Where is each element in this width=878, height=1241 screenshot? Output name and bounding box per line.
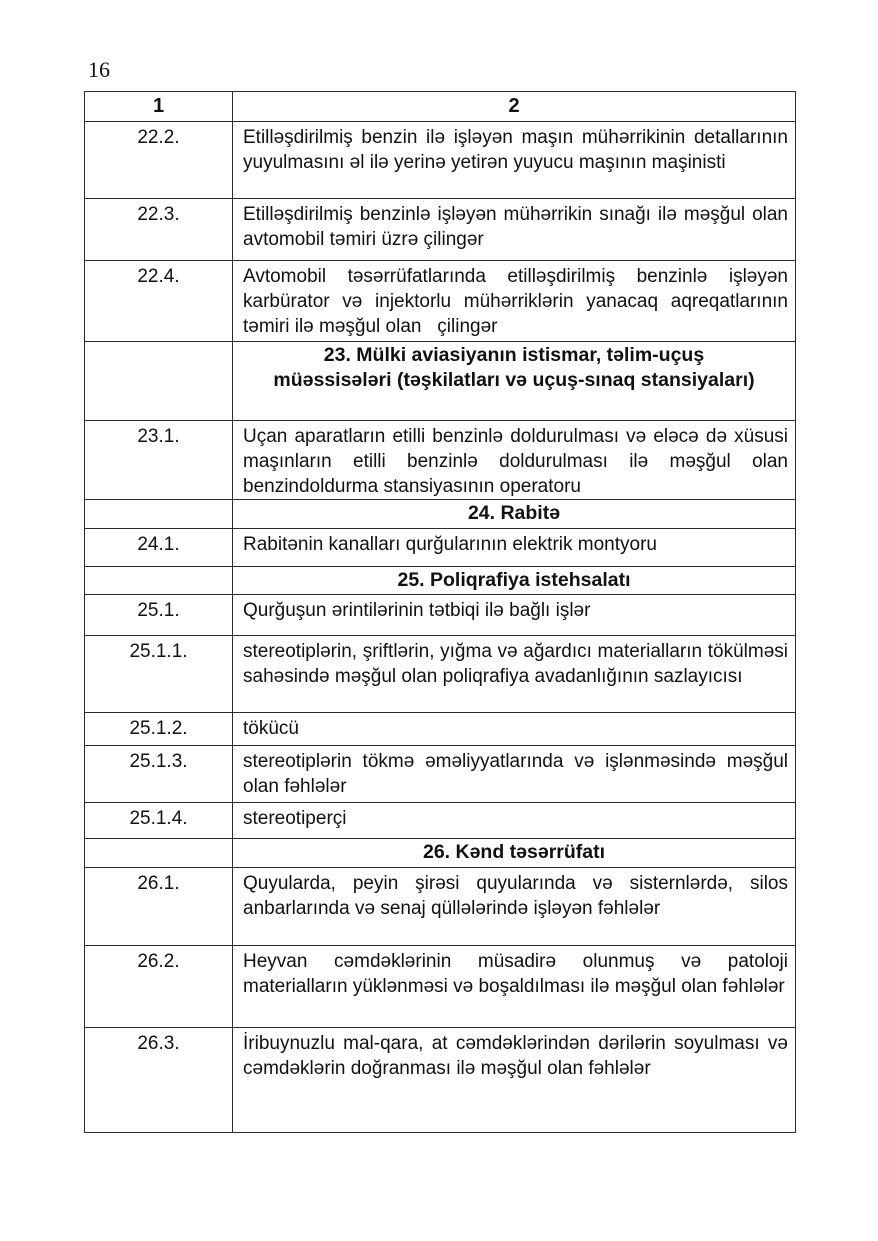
row-number-cell: 22.4. (85, 261, 233, 342)
row-text-cell: tökücü (233, 713, 796, 746)
table-row (85, 803, 796, 839)
row-number-cell: 26.2. (85, 946, 233, 1028)
row-text-cell: Heyvan cəmdəklərinin müsadirə olunmuş və patoloji materialların yüklənməsi və boşaldılması ilə məşğul olan fəhlələr (233, 946, 796, 1028)
table-row (85, 122, 796, 199)
row-number-cell: 25.1. (85, 595, 233, 636)
section-title-cell: 24. Rabitə (233, 500, 796, 529)
row-text-cell: Rabitənin kanalları qurğularının elektrik montyoru (233, 529, 796, 567)
row-text-cell: stereotiperçi (233, 803, 796, 839)
table-row (85, 529, 796, 567)
row-number-cell (85, 342, 233, 421)
table-row (85, 199, 796, 261)
row-text-cell: stereotiplərin tökmə əməliyyatlarında və işlənməsində məşğul olan fəhlələr (233, 746, 796, 803)
table-header-col1: 1 (85, 92, 233, 122)
row-number-cell (85, 500, 233, 529)
row-number-cell: 25.1.2. (85, 713, 233, 746)
row-number-cell: 26.1. (85, 868, 233, 946)
row-number-cell: 26.3. (85, 1028, 233, 1133)
row-number-cell: 22.3. (85, 199, 233, 261)
section-row (85, 500, 796, 529)
row-text-cell: Avtomobil təsərrüfatlarında etilləşdirilmiş benzinlə işləyən karbürator və injektorlu mühərriklərin yanacaq aqreqatlarının təmiri ilə məşğul olan çilingər (233, 261, 796, 342)
row-text-cell: stereotiplərin, şriftlərin, yığma və ağardıcı materialların tökülməsi sahəsində məşğul olan poliqrafiya avadanlığının sazlayıcısı (233, 636, 796, 713)
table-row (85, 713, 796, 746)
row-text-cell: Qurğuşun ərintilərinin tətbiqi ilə bağlı işlər (233, 595, 796, 636)
row-number-cell: 25.1.1. (85, 636, 233, 713)
section-title-cell: 25. Poliqrafiya istehsalatı (233, 567, 796, 595)
row-number-cell: 24.1. (85, 529, 233, 567)
section-title-cell: 26. Kənd təsərrüfatı (233, 839, 796, 868)
row-text-cell: Etilləşdirilmiş benzin ilə işləyən maşın mühərrikinin detallarının yuyulmasını əl ilə yerinə yetirən yuyucu maşının maşinisti (233, 122, 796, 199)
table-row (85, 595, 796, 636)
row-text-cell: Uçan aparatların etilli benzinlə doldurulması və eləcə də xüsusi maşınların etilli benzinlə doldurulması ilə məşğul olan benzindoldurma stansiyasının operatoru (233, 421, 796, 500)
row-number-cell: 23.1. (85, 421, 233, 500)
section-row (85, 839, 796, 868)
section-title-cell: 23. Mülki aviasiyanın istismar, təlim-uçuş müəssisələri (təşkilatları və uçuş-sınaq stansiyaları) (233, 342, 796, 421)
row-text-cell: Etilləşdirilmiş benzinlə işləyən mühərrikin sınağı ilə məşğul olan avtomobil təmiri üzrə çilingər (233, 199, 796, 261)
row-number-cell: 22.2. (85, 122, 233, 199)
page-number: 16 (88, 57, 110, 82)
table-row (85, 868, 796, 946)
occupations-table (84, 91, 796, 1133)
table-header-row (85, 92, 796, 122)
row-text-cell: İribuynuzlu mal-qara, at cəmdəklərindən dərilərin soyulması və cəmdəklərin doğranması ilə məşğul olan fəhlələr (233, 1028, 796, 1133)
table-row (85, 421, 796, 500)
row-number-cell (85, 567, 233, 595)
table-header-col2: 2 (233, 92, 796, 122)
table-row (85, 261, 796, 342)
table-row (85, 1028, 796, 1133)
row-text-cell: Quyularda, peyin şirəsi quyularında və sisternlərdə, silos anbarlarında və senaj qüllələrində işləyən fəhlələr (233, 868, 796, 946)
table-row (85, 946, 796, 1028)
row-number-cell: 25.1.3. (85, 746, 233, 803)
section-row (85, 342, 796, 421)
table-row (85, 636, 796, 713)
table-row (85, 746, 796, 803)
row-number-cell: 25.1.4. (85, 803, 233, 839)
row-number-cell (85, 839, 233, 868)
section-row (85, 567, 796, 595)
